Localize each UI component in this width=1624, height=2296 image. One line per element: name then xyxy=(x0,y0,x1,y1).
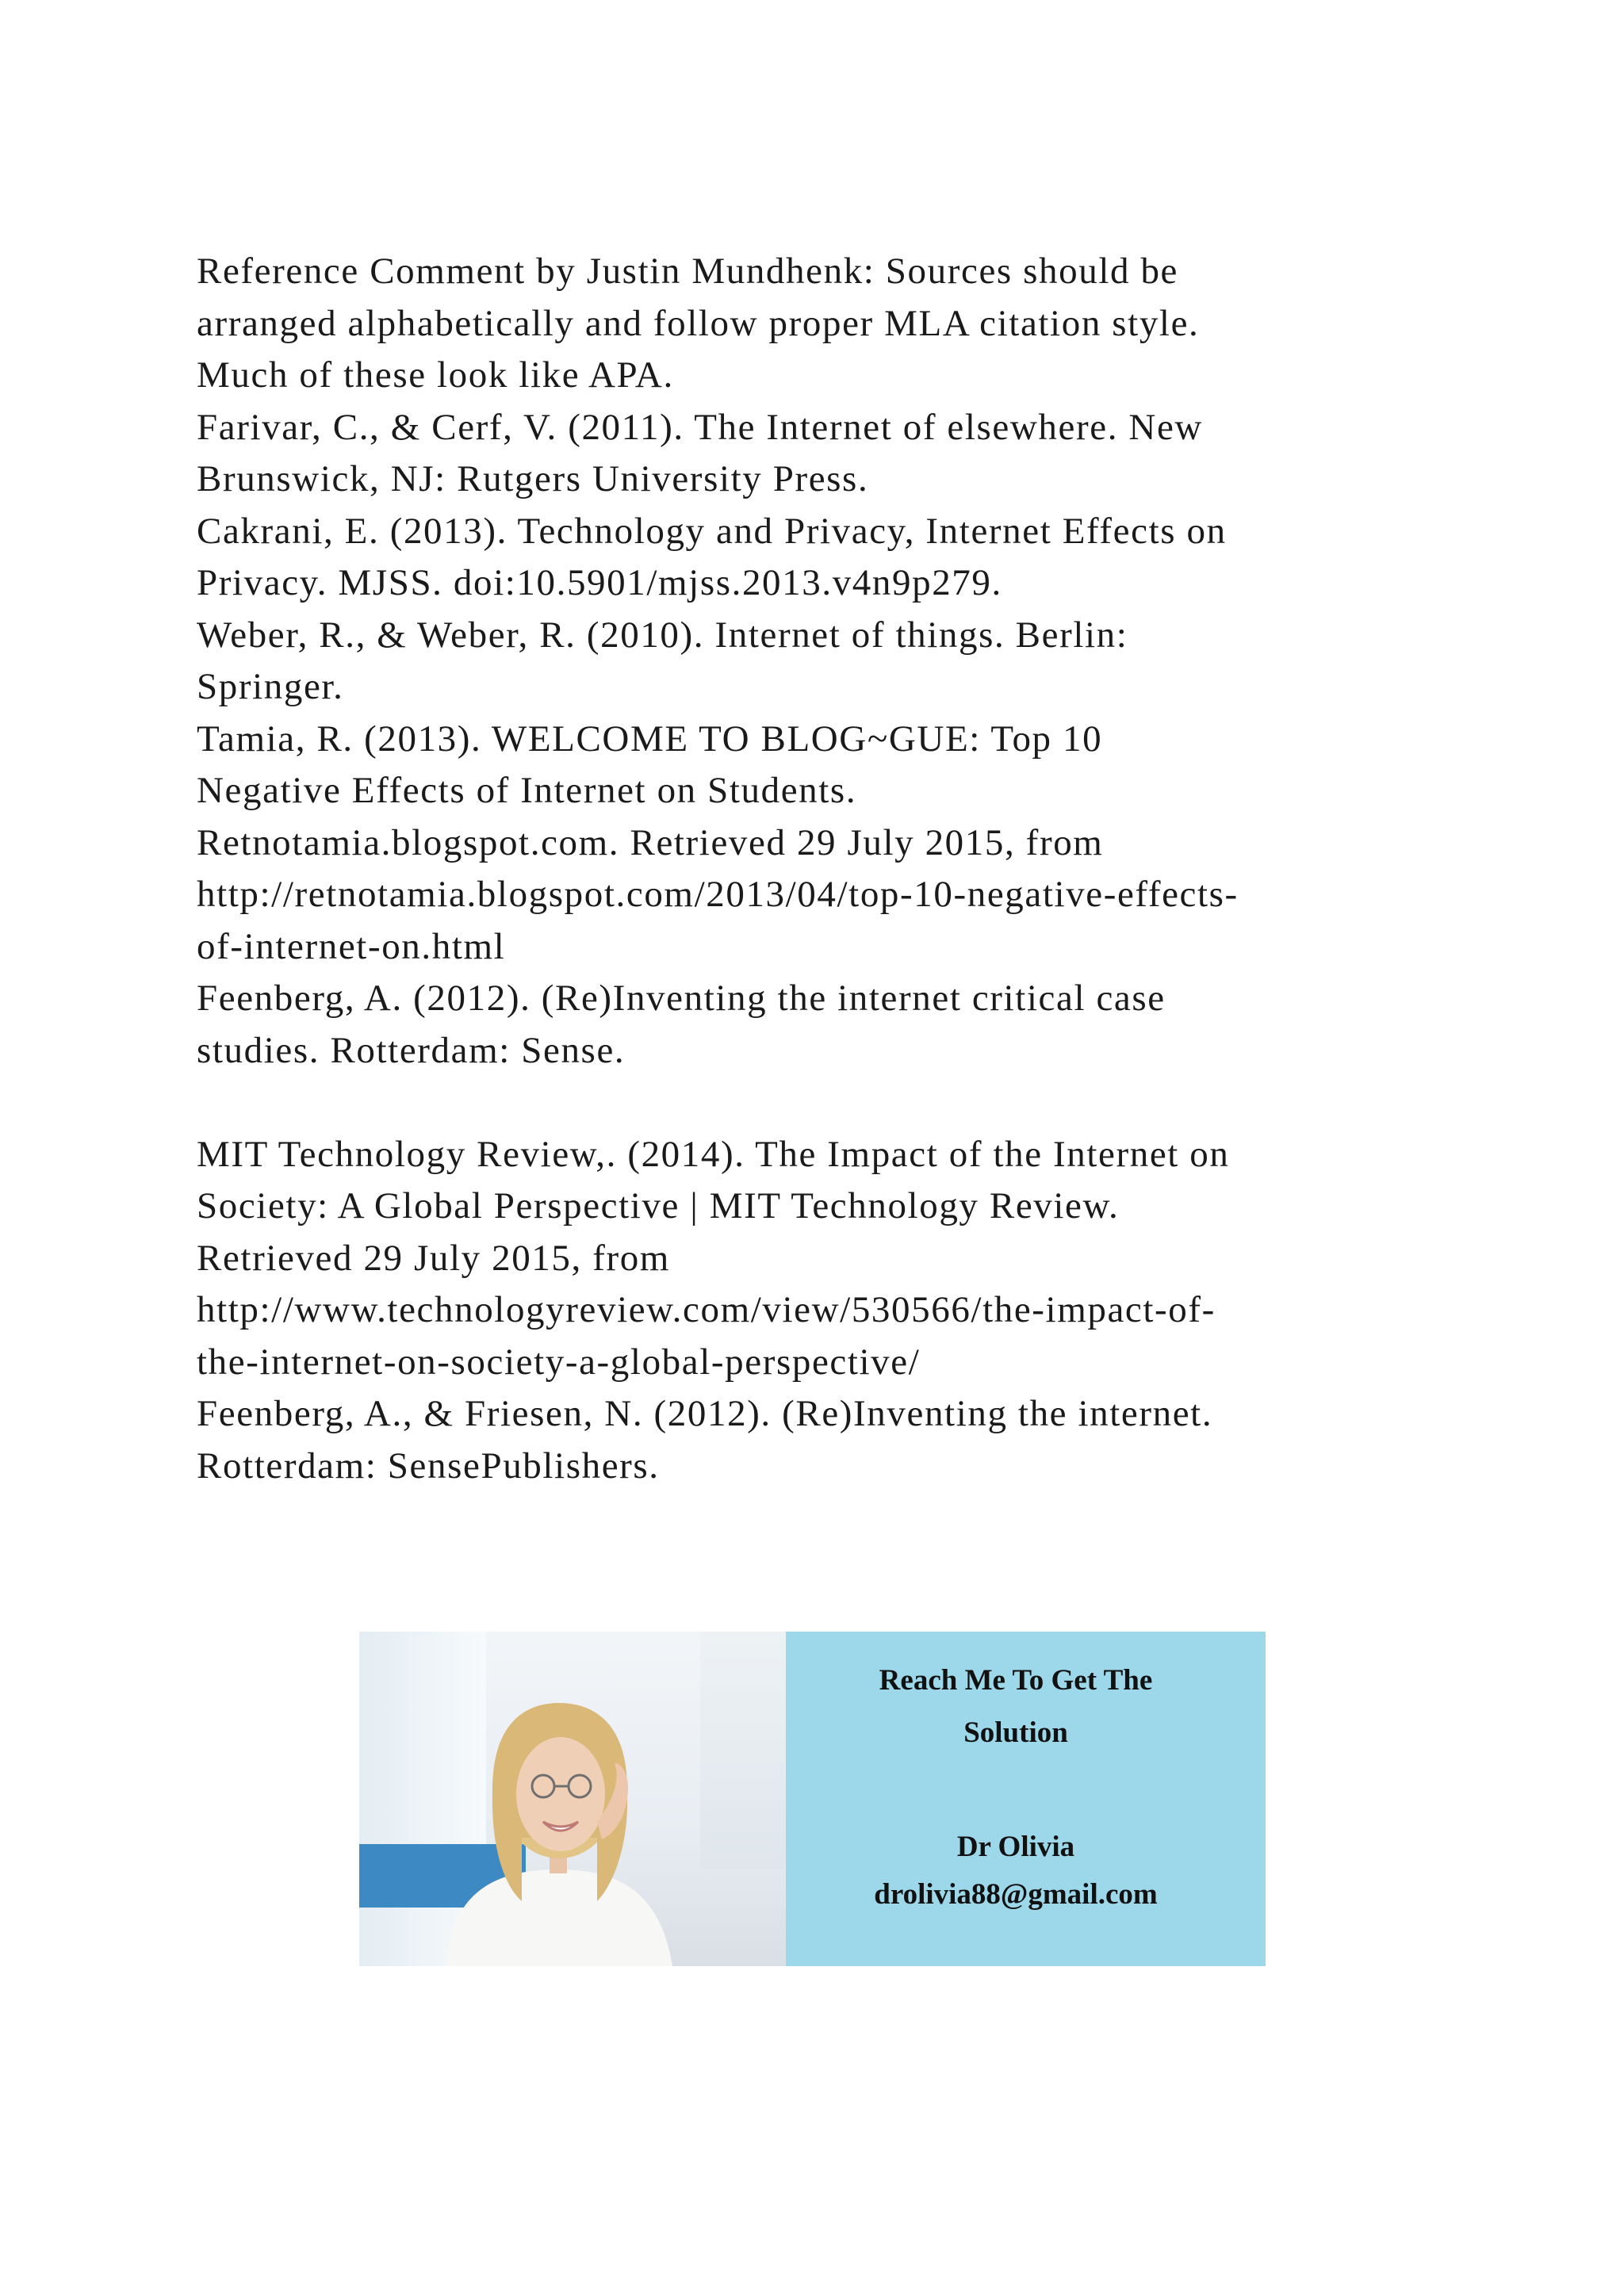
text-line: Feenberg, A. (2012). (Re)Inventing the internet critical case xyxy=(197,978,1166,1019)
text-line: Privacy. MJSS. doi:10.5901/mjss.2013.v4n9p279. xyxy=(197,562,1002,603)
text-line: Retrieved 29 July 2015, from xyxy=(197,1237,670,1279)
ad-contact-name: Dr Olivia xyxy=(956,1831,1075,1863)
text-line: Negative Effects of Internet on Students. xyxy=(197,770,857,811)
ad-headline: Reach Me To Get The xyxy=(879,1664,1153,1697)
text-line: Cakrani, E. (2013). Technology and Privacy, Internet Effects on xyxy=(197,510,1227,552)
ad-text-panel xyxy=(786,1632,1266,1966)
blank-line xyxy=(197,1077,1450,1129)
text-line: Retnotamia.blogspot.com. Retrieved 29 July 2015, from xyxy=(197,821,1104,863)
text-line: MIT Technology Review,. (2014). The Impact of the Internet on xyxy=(197,1133,1230,1175)
text-line: Farivar, C., & Cerf, V. (2011). The Internet of elsewhere. New xyxy=(197,406,1203,448)
text-line: Rotterdam: SensePublishers. xyxy=(197,1445,660,1487)
text-line: arranged alphabetically and follow proper MLA citation style. xyxy=(197,302,1200,344)
text-line: studies. Rotterdam: Sense. xyxy=(197,1029,626,1071)
text-line: Reference Comment by Justin Mundhenk: Sources should be xyxy=(197,251,1179,292)
reference-list xyxy=(197,246,1450,1492)
text-line: Much of these look like APA. xyxy=(197,354,674,396)
text-line: Feenberg, A., & Friesen, N. (2012). (Re)Inventing the internet. xyxy=(197,1393,1213,1434)
contact-ad-banner xyxy=(359,1632,1266,1966)
text-line: the-internet-on-society-a-global-perspective/ xyxy=(197,1341,921,1383)
woman-figure xyxy=(359,1632,786,1966)
text-line: http://retnotamia.blogspot.com/2013/04/top-10-negative-effects- xyxy=(197,874,1239,915)
ad-headline-continued: Solution xyxy=(963,1716,1068,1749)
text-line: Society: A Global Perspective | MIT Technology Review. xyxy=(197,1185,1120,1226)
text-line: of-internet-on.html xyxy=(197,925,506,967)
text-line: Weber, R., & Weber, R. (2010). Internet of things. Berlin: xyxy=(197,614,1128,656)
text-line: Tamia, R. (2013). WELCOME TO BLOG~GUE: Top 10 xyxy=(197,718,1103,760)
ad-contact-email[interactable]: drolivia88@gmail.com xyxy=(874,1878,1158,1911)
woman-photo xyxy=(359,1632,786,1966)
text-line: http://www.technologyreview.com/view/530566/the-impact-of- xyxy=(197,1289,1216,1330)
text-line: Brunswick, NJ: Rutgers University Press. xyxy=(197,458,869,499)
text-line: Springer. xyxy=(197,666,344,707)
